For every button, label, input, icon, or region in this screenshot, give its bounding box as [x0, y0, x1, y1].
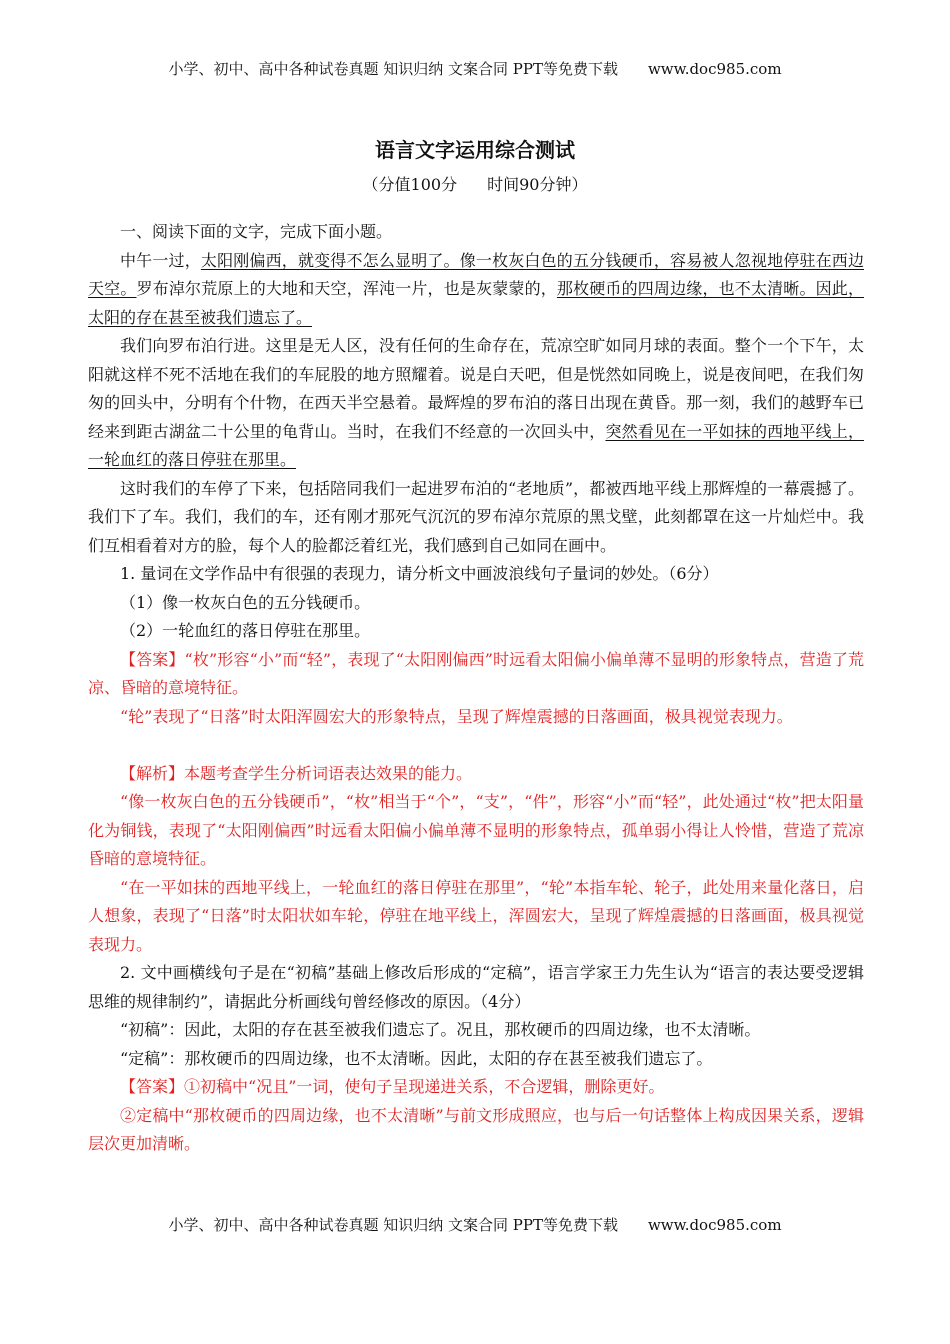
page-subtitle — [0, 172, 950, 195]
q2-final: “定稿”：那枚硬币的四周边缘，也不太清晰。因此，太阳的存在甚至被我们遗忘了。 — [120, 1048, 713, 1068]
q1-analysis-1: “像一枚灰白色的五分钱硬币”，“枚”相当于“个”，“支”，“件”，形容“小”而“轻”，此处通过“枚”把太阳量化为铜钱，表现了“太阳刚偏西”时远看太阳偏小偏单薄不显明的形象特点，孤单弱小得让人怜惜，营造了荒凉昏暗的意境特征。 — [88, 792, 864, 868]
q1-item-1: （1）像一枚灰白色的五分钱硬币。 — [120, 592, 371, 612]
time-text: 时间90分钟） — [487, 175, 588, 194]
section-heading: 一、阅读下面的文字，完成下面小题。 — [120, 222, 393, 241]
q2-stem: 2. 文中画横线句子是在“初稿”基础上修改后形成的“定稿”，语言学家王力先生认为“语言的表达要受逻辑思维的规律制约”，请据此分析画线句曾经修改的原因。（4分） — [88, 963, 864, 1011]
answer-label: 【答案】 — [120, 1077, 185, 1096]
passage-paragraph-3: 这时我们的车停了下来，包括陪同我们一起进罗布泊的“老地质”，都被西地平线上那辉煌的一幕震撼了。我们下了车。我们，我们的车，还有刚才那死气沉沉的罗布淖尔荒原的黑戈壁，此刻都罩在这一片灿烂中。我们互相看着对方的脸，每个人的脸都泛着红光，我们感到自己如同在画中。 — [88, 478, 864, 555]
p2-wavy-underline: 突然看见在一平如抹的西地平线上，一轮血红的落日停驻在那里。 — [88, 421, 864, 469]
p1-underline: 那枚硬币的四周边缘，也不太清晰。因此，太阳的存在甚至被我们遗忘了。 — [88, 279, 864, 327]
analysis-label: 【解析】 — [120, 763, 185, 783]
q1-analysis-2: “在一平如抹的西地平线上，一轮血红的落日停驻在那里”，“轮”本指车轮、轮子，此处用来量化落日，启人想象，表现了“日落”时太阳状如车轮，停驻在地平线上，浑圆宏大，呈现了辉煌震撼的日落画面，极具视觉表现力。 — [88, 877, 864, 954]
p1-wavy-underline: 太阳刚偏西，就变得不怎么显明了。像一枚灰白色的五分钱硬币，容易被人忽视地停驻在西边天空。 — [88, 250, 864, 298]
passage-paragraph-2 — [88, 332, 864, 475]
document-body — [88, 218, 864, 1159]
q1-answer-1 — [88, 646, 864, 703]
p1-text-a: 中午一过， — [120, 250, 201, 270]
header-text: 小学、初中、高中各种试卷真题 知识归纳 文案合同 PPT等免费下载 — [168, 60, 618, 78]
page-title: 语言文字运用综合测试 — [375, 138, 575, 162]
q1-analysis-0 — [88, 760, 864, 789]
footer-text: 小学、初中、高中各种试卷真题 知识归纳 文案合同 PPT等免费下载 — [168, 1216, 618, 1234]
header-site: www.doc985.com — [647, 60, 782, 78]
page-header — [0, 58, 950, 79]
answer-label: 【答案】 — [120, 649, 185, 669]
q1-item-2: （2）一轮血红的落日停驻在那里。 — [120, 621, 371, 640]
q1-answer-text-1: “枚”形容“小”而“轻”，表现了“太阳刚偏西”时远看太阳偏小偏单薄不显明的形象特点，营造了荒凉、昏暗的意境特征。 — [88, 649, 864, 697]
footer-site: www.doc985.com — [647, 1216, 782, 1234]
score-text: （分值100分 — [362, 175, 458, 194]
q2-draft: “初稿”：因此，太阳的存在甚至被我们遗忘了。况且，那枚硬币的四周边缘，也不太清晰。 — [120, 1020, 761, 1039]
p2-text: 我们向罗布泊行进。这里是无人区，没有任何的生命存在，荒凉空旷如同月球的表面。整个一个下午，太阳就这样不死不活地在我们的车屁股的地方照耀着。说是白天吧，但是恍然如同晚上，说是夜间吧，在我们匆匆的回头中，分明有个什物，在西天半空悬着。最辉煌的罗布泊的落日出现在黄昏。那一刻，我们的越野车已经来到距古湖盆二十公里的龟背山。当时，在我们不经意的一次回头中， — [88, 336, 864, 441]
p1-text-b: 罗布淖尔荒原上的大地和天空，浑沌一片，也是灰蒙蒙的， — [136, 279, 557, 298]
passage-paragraph-1 — [88, 247, 864, 333]
q2-answer-1 — [88, 1073, 864, 1102]
q2-answer-text-1: ①初稿中“况且”一词，使句子呈现递进关系，不合逻辑，删除更好。 — [184, 1077, 665, 1096]
q1-stem: 1. 量词在文学作品中有很强的表现力，请分析文中画波浪线句子量词的妙处。（6分） — [120, 564, 719, 583]
page-footer — [0, 1214, 950, 1235]
q1-answer-2: “轮”表现了“日落”时太阳浑圆宏大的形象特点，呈现了辉煌震撼的日落画面，极具视觉表现力。 — [120, 706, 793, 726]
q2-answer-2: ②定稿中“那枚硬币的四周边缘，也不太清晰”与前文形成照应，也与后一句话整体上构成因果关系，逻辑层次更加清晰。 — [88, 1105, 864, 1153]
q1-analysis-text-0: 本题考查学生分析词语表达效果的能力。 — [184, 763, 473, 783]
